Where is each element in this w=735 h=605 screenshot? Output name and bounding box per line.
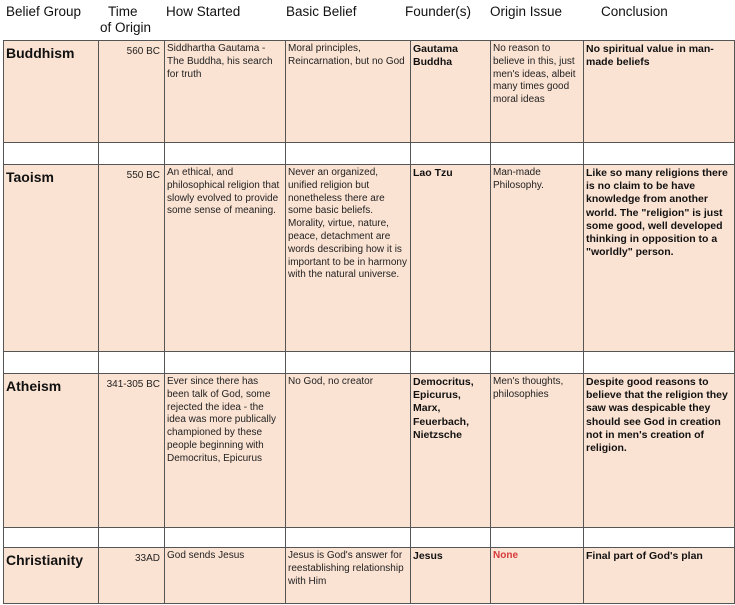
origin-issue-text: No reason to believe in this, just men's ideas, albeit many times good moral ideas [493, 43, 576, 106]
basic-belief-text: Never an organized, unified religion but nonetheless there are some basic beliefs. Morality, virtue, nature, peace, detachment are words describing how it is important to be in harmony with the natural universe. [288, 167, 407, 281]
table-row-christianity [4, 548, 735, 604]
origin-issue-text: Man-made Philosophy. [493, 167, 544, 191]
cell-founders [411, 374, 491, 528]
cell-basic-belief [286, 41, 411, 143]
cell-group [4, 374, 99, 528]
conclusion-text: Final part of God's plan [586, 550, 703, 562]
cell-conclusion [584, 548, 735, 604]
cell-time [99, 41, 165, 143]
header-origin-issue: Origin Issue [490, 4, 563, 19]
cell-time [99, 548, 165, 604]
conclusion-text: Despite good reasons to believe that the religion they saw was despicable they should see God in creation not in men's creation of religion. [586, 376, 728, 455]
basic-belief-text: Moral principles, Reincarnation, but no God [288, 43, 405, 67]
founders-text: Jesus [413, 550, 443, 562]
table-header-row [0, 0, 735, 40]
cell-founders [411, 548, 491, 604]
table-row-buddhism [4, 41, 735, 143]
time-of-origin: 33AD [134, 553, 160, 564]
group-name-christianity: Christianity [6, 552, 84, 568]
founders-text: Gautama Buddha [413, 43, 458, 69]
header-belief-group: Belief Group [6, 4, 82, 19]
header-basic-belief: Basic Belief [286, 4, 357, 19]
cell-origin-issue [491, 374, 584, 528]
cell-how-started [165, 548, 286, 604]
basic-belief-text: No God, no creator [288, 376, 374, 387]
cell-group [4, 165, 99, 352]
group-name-atheism: Atheism [6, 378, 62, 394]
spacer-row [4, 352, 735, 374]
cell-origin-issue [491, 548, 584, 604]
header-time: Time [108, 4, 138, 19]
cell-origin-issue [491, 41, 584, 143]
origin-issue-text: None [493, 550, 518, 561]
table-row-taoism [4, 165, 735, 352]
basic-belief-text: Jesus is God's answer for reestablishing relationship with Him [288, 550, 404, 587]
cell-how-started [165, 41, 286, 143]
header-conclusion: Conclusion [601, 4, 668, 19]
how-started-text: Ever since there has been talk of God, some rejected the idea - the idea was more publically championed by these people beginning with Democritus, Epicurus [167, 376, 276, 464]
conclusion-text: No spiritual value in man-made beliefs [586, 43, 714, 69]
header-founders: Founder(s) [405, 4, 472, 19]
time-of-origin: 341-305 BC [106, 379, 160, 390]
belief-table [3, 40, 735, 604]
time-of-origin: 550 BC [126, 170, 160, 181]
cell-group [4, 548, 99, 604]
cell-origin-issue [491, 165, 584, 352]
cell-conclusion [584, 165, 735, 352]
header-of-origin: of Origin [100, 20, 152, 35]
founders-text: Democritus, Epicurus, Marx, Feuerbach, Nietzsche [413, 376, 474, 441]
cell-how-started [165, 374, 286, 528]
cell-basic-belief [286, 374, 411, 528]
table-row-atheism [4, 374, 735, 528]
origin-issue-text: Men's thoughts, philosophies [493, 376, 564, 400]
cell-how-started [165, 165, 286, 352]
group-name-taoism: Taoism [6, 169, 54, 185]
cell-time [99, 374, 165, 528]
cell-founders [411, 41, 491, 143]
how-started-text: Siddhartha Gautama - The Buddha, his search for truth [167, 43, 273, 80]
cell-basic-belief [286, 548, 411, 604]
cell-time [99, 165, 165, 352]
cell-conclusion [584, 374, 735, 528]
spacer-row [4, 143, 735, 165]
cell-basic-belief [286, 165, 411, 352]
founders-text: Lao Tzu [413, 167, 453, 179]
cell-founders [411, 165, 491, 352]
header-how-started: How Started [166, 4, 241, 19]
cell-conclusion [584, 41, 735, 143]
cell-group [4, 41, 99, 143]
how-started-text: An ethical, and philosophical religion that slowly evolved to provide some sense of meaning. [167, 167, 280, 217]
spacer-row [4, 528, 735, 548]
conclusion-text: Like so many religions there is no claim to be have knowledge from another world. The "religion" is just some good, well developed thinking in opposition to a "worldly" person. [586, 167, 728, 259]
how-started-text: God sends Jesus [167, 550, 245, 561]
group-name-buddhism: Buddhism [6, 45, 75, 61]
time-of-origin: 560 BC [126, 46, 160, 57]
